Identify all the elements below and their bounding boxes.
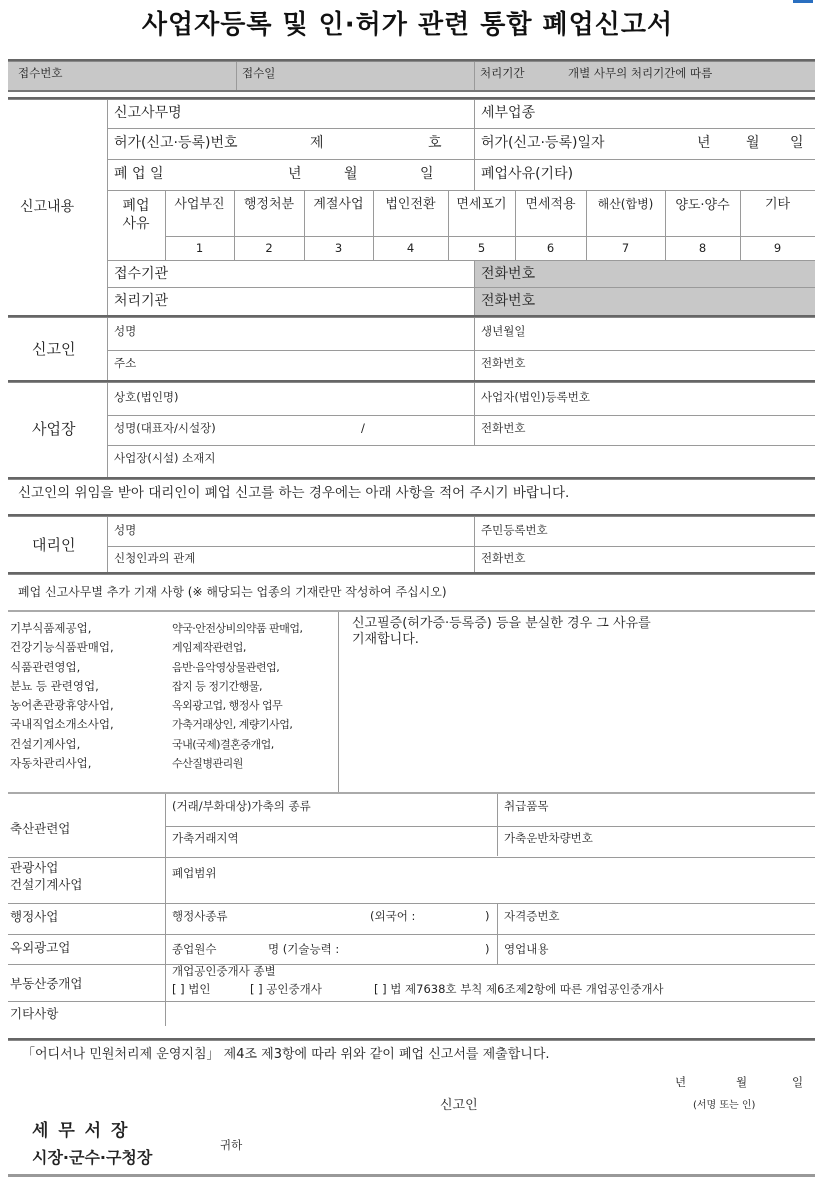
industry-item: 잡지 등 정기간행물, <box>172 679 262 693</box>
section-reporter: 신고인 <box>32 340 76 358</box>
reason-label: 사업부진 <box>174 197 225 212</box>
industry-item: 국내직업소개소사업, <box>10 717 114 732</box>
lost-cert-reason-field[interactable] <box>340 660 815 790</box>
day-label: 일 <box>420 166 434 182</box>
field-agent-phone[interactable]: 전화번호 <box>481 551 526 565</box>
field-livestock-items[interactable]: 취급품목 <box>504 799 549 813</box>
divider <box>107 350 815 351</box>
divider <box>236 62 237 90</box>
industry-item: 음반·음악영상물관련업, <box>172 660 280 674</box>
slash: / <box>361 421 365 435</box>
field-representative-name[interactable]: 성명(대표자/시설장) <box>114 421 216 435</box>
reason-code[interactable]: 4 <box>406 241 415 255</box>
receipt-number-label: 접수번호 <box>18 66 63 80</box>
day-label: 일 <box>790 135 804 151</box>
industry-list-col1 <box>10 619 114 773</box>
reason-label: 기타 <box>764 197 791 212</box>
field-processing-phone[interactable]: 전화번호 <box>481 293 536 309</box>
field-business-phone[interactable]: 전화번호 <box>481 421 526 435</box>
field-license-date[interactable]: 허가(신고·등록)일자 <box>481 135 605 151</box>
industry-item: 수산질병관리원 <box>172 757 243 771</box>
field-reporter-birth[interactable]: 생년월일 <box>481 324 526 338</box>
divider <box>107 517 108 572</box>
reason-label: 행정처분 <box>243 197 295 212</box>
checkbox-grandfathered-agent[interactable]: [ ] 법 제7638호 부칙 제6조제2항에 따른 개업공인중개사 <box>374 982 664 996</box>
divider <box>107 287 815 288</box>
divider <box>107 445 815 446</box>
divider <box>8 315 815 318</box>
checkbox-corporation[interactable]: [ ] 법인 <box>172 982 211 996</box>
field-closure-scope[interactable]: 폐업범위 <box>172 866 217 880</box>
addressee-local-gov: 시장·군수·구청장 <box>32 1148 153 1167</box>
reason-label: 계절사업 <box>313 197 364 212</box>
divider <box>107 128 815 129</box>
divider <box>474 517 475 572</box>
year-label: 년 <box>675 1075 687 1089</box>
divider <box>8 903 815 904</box>
field-other[interactable] <box>166 1002 815 1026</box>
divider <box>474 318 475 380</box>
processing-period-label: 처리기간 <box>480 66 525 80</box>
industry-item: 건강기능식품판매업, <box>10 640 114 655</box>
industry-item: 농어촌관광휴양사업, <box>10 698 114 713</box>
industry-item: 약국·안전상비의약품 판매업, <box>172 622 303 635</box>
field-trade-name[interactable]: 상호(법인명) <box>114 390 179 404</box>
industry-item: 기부식품제공업, <box>10 621 92 635</box>
reason-label: 해산(합병) <box>597 197 654 211</box>
industry-item: 식품관련영업, <box>10 659 81 674</box>
reason-label: 법인전환 <box>385 197 436 212</box>
field-business-reg-no[interactable]: 사업자(법인)등록번호 <box>481 390 590 404</box>
section-agent: 대리인 <box>32 536 76 554</box>
field-employee-count[interactable]: 종업원수 <box>172 942 217 956</box>
divider <box>8 1038 815 1041</box>
divider <box>107 546 815 547</box>
divider <box>107 318 108 380</box>
industry-item: 건설기계사업, <box>10 736 81 751</box>
reason-header: 폐업 사유 <box>122 198 150 232</box>
delegate-note: 신고인의 위임을 받아 대리인이 폐업 신고를 하는 경우에는 아래 사항을 적어 주시기 바랍니다. <box>18 485 570 501</box>
field-license-number[interactable]: 허가(신고·등록)번호 <box>114 135 238 151</box>
license-ho: 호 <box>428 135 442 151</box>
outdoor-tech: 명 (기술능력 : <box>268 942 340 956</box>
month-label: 월 <box>344 166 358 182</box>
year-label: 년 <box>697 135 711 151</box>
industry-list-col2 <box>172 619 303 773</box>
divider <box>8 90 815 92</box>
divider <box>8 1174 815 1177</box>
divider <box>8 97 815 100</box>
field-reporter-phone[interactable]: 전화번호 <box>481 356 526 370</box>
other-label: 기타사항 <box>10 1006 59 1021</box>
reason-code[interactable]: 7 <box>621 241 630 255</box>
industry-item: 옥외광고업, 행정사 업무 <box>172 699 283 713</box>
field-closure-reason-other[interactable]: 폐업사유(기타) <box>481 166 574 182</box>
industry-item: 게임제작관련업, <box>172 641 246 655</box>
field-cert-number[interactable]: 자격증번호 <box>504 909 560 923</box>
field-admin-type[interactable]: 행정사종류 <box>172 909 228 923</box>
extra-section-header: 폐업 신고사무별 추가 기재 사항 (※ 해당되는 업종의 기재란만 작성하여 주십시오) <box>18 585 447 599</box>
field-reporter-name[interactable]: 성명 <box>114 324 137 338</box>
divider <box>474 383 475 445</box>
divider <box>107 415 815 416</box>
admin-label: 행정사업 <box>10 909 59 924</box>
divider <box>8 514 815 517</box>
reason-code[interactable]: 1 <box>195 241 204 255</box>
field-business-location[interactable]: 사업장(시설) 소재지 <box>114 451 216 465</box>
reason-label: 면세적용 <box>525 197 576 212</box>
field-agent-name[interactable]: 성명 <box>114 523 137 537</box>
field-livestock-kind[interactable]: (거래/부화대상)가축의 종류 <box>172 799 311 813</box>
field-agent-relation[interactable]: 신청인과의 관계 <box>114 551 196 565</box>
reason-code[interactable]: 6 <box>546 241 555 255</box>
declaration-text: 「어디서나 민원처리제 운영지침」 제4조 제3항에 따라 위와 같이 폐업 신고서를 제출합니다. <box>22 1047 550 1062</box>
divider <box>8 572 815 575</box>
divider <box>338 612 339 792</box>
industry-item: 국내(국제)결혼중개업, <box>172 737 274 751</box>
reason-code[interactable]: 5 <box>477 241 486 255</box>
divider <box>474 62 475 90</box>
divider <box>8 380 815 383</box>
divider <box>107 383 108 477</box>
divider <box>474 100 475 190</box>
divider <box>107 159 815 160</box>
construction-machinery-label: 건설기계사업 <box>10 877 83 892</box>
divider <box>165 236 815 237</box>
realestate-label: 부동산중개업 <box>10 976 83 991</box>
field-receiving-agency[interactable]: 접수기관 <box>114 266 169 282</box>
divider <box>8 477 815 480</box>
close-paren: ) <box>485 909 490 923</box>
field-receiving-phone[interactable]: 전화번호 <box>481 266 536 282</box>
reason-code[interactable]: 3 <box>334 241 343 255</box>
divider <box>107 190 815 191</box>
tourism-label: 관광사업 <box>10 860 59 875</box>
field-closure-date[interactable]: 폐 업 일 <box>114 166 164 182</box>
divider <box>497 794 498 856</box>
livestock-label: 축산관련업 <box>10 821 71 836</box>
section-business: 사업장 <box>32 420 76 438</box>
divider <box>165 826 815 827</box>
close-paren: ) <box>485 942 490 956</box>
honorific: 귀하 <box>220 1138 243 1152</box>
sign-or-seal-field[interactable]: (서명 또는 인) <box>693 1100 756 1111</box>
outdoor-ad-label: 옥외광고업 <box>10 940 71 955</box>
field-business-content[interactable]: 영업내용 <box>504 942 549 956</box>
industry-item: 분뇨 등 관련영업, <box>10 678 99 693</box>
month-label: 월 <box>736 1075 748 1089</box>
divider <box>8 857 815 858</box>
receipt-date-label: 접수일 <box>242 66 276 80</box>
month-label: 월 <box>746 135 760 151</box>
license-je: 제 <box>310 135 324 151</box>
field-processing-agency[interactable]: 처리기관 <box>114 293 169 309</box>
checkbox-licensed-agent[interactable]: [ ] 공인중개사 <box>250 982 322 996</box>
divider <box>8 610 815 612</box>
industry-item: 가축거래상인, 계량기사업, <box>172 718 293 732</box>
field-reporter-address[interactable]: 주소 <box>114 356 137 370</box>
field-livestock-vehicle[interactable]: 가축운반차량번호 <box>504 831 593 845</box>
section-report-content: 신고내용 <box>20 199 75 215</box>
realestate-type-label: 개업공인중개사 종별 <box>172 964 276 978</box>
lost-cert-note: 신고필증(허가증·등록증) 등을 분실한 경우 그 사유를 <box>352 616 651 631</box>
year-label: 년 <box>288 166 302 182</box>
day-label: 일 <box>792 1075 804 1089</box>
industry-item: 자동차관리사업, <box>10 756 92 771</box>
divider <box>165 794 166 1026</box>
field-office-name[interactable]: 신고사무명 <box>114 105 182 121</box>
divider <box>8 792 815 794</box>
divider <box>8 934 815 935</box>
reason-code[interactable]: 8 <box>698 241 707 255</box>
processing-period-value: 개별 사무의 처리기간에 따름 <box>568 66 713 80</box>
divider <box>8 964 815 965</box>
reason-code[interactable]: 2 <box>265 241 273 255</box>
form-title: 사업자등록 및 인·허가 관련 통합 폐업신고서 <box>141 10 674 40</box>
addressee-tax-office: 세 무 서 장 <box>32 1121 130 1141</box>
field-livestock-region[interactable]: 가축거래지역 <box>172 831 239 845</box>
field-sub-industry[interactable]: 세부업종 <box>481 105 536 121</box>
reason-code[interactable]: 9 <box>773 241 782 255</box>
lost-cert-note: 기재합니다. <box>352 632 419 647</box>
reason-label: 면세포기 <box>456 197 507 212</box>
admin-foreign-language: (외국어 : <box>370 909 416 923</box>
field-agent-resident-no[interactable]: 주민등록번호 <box>481 523 548 537</box>
reason-label: 양도·양수 <box>675 198 730 213</box>
signer-label: 신고인 <box>440 1098 478 1113</box>
